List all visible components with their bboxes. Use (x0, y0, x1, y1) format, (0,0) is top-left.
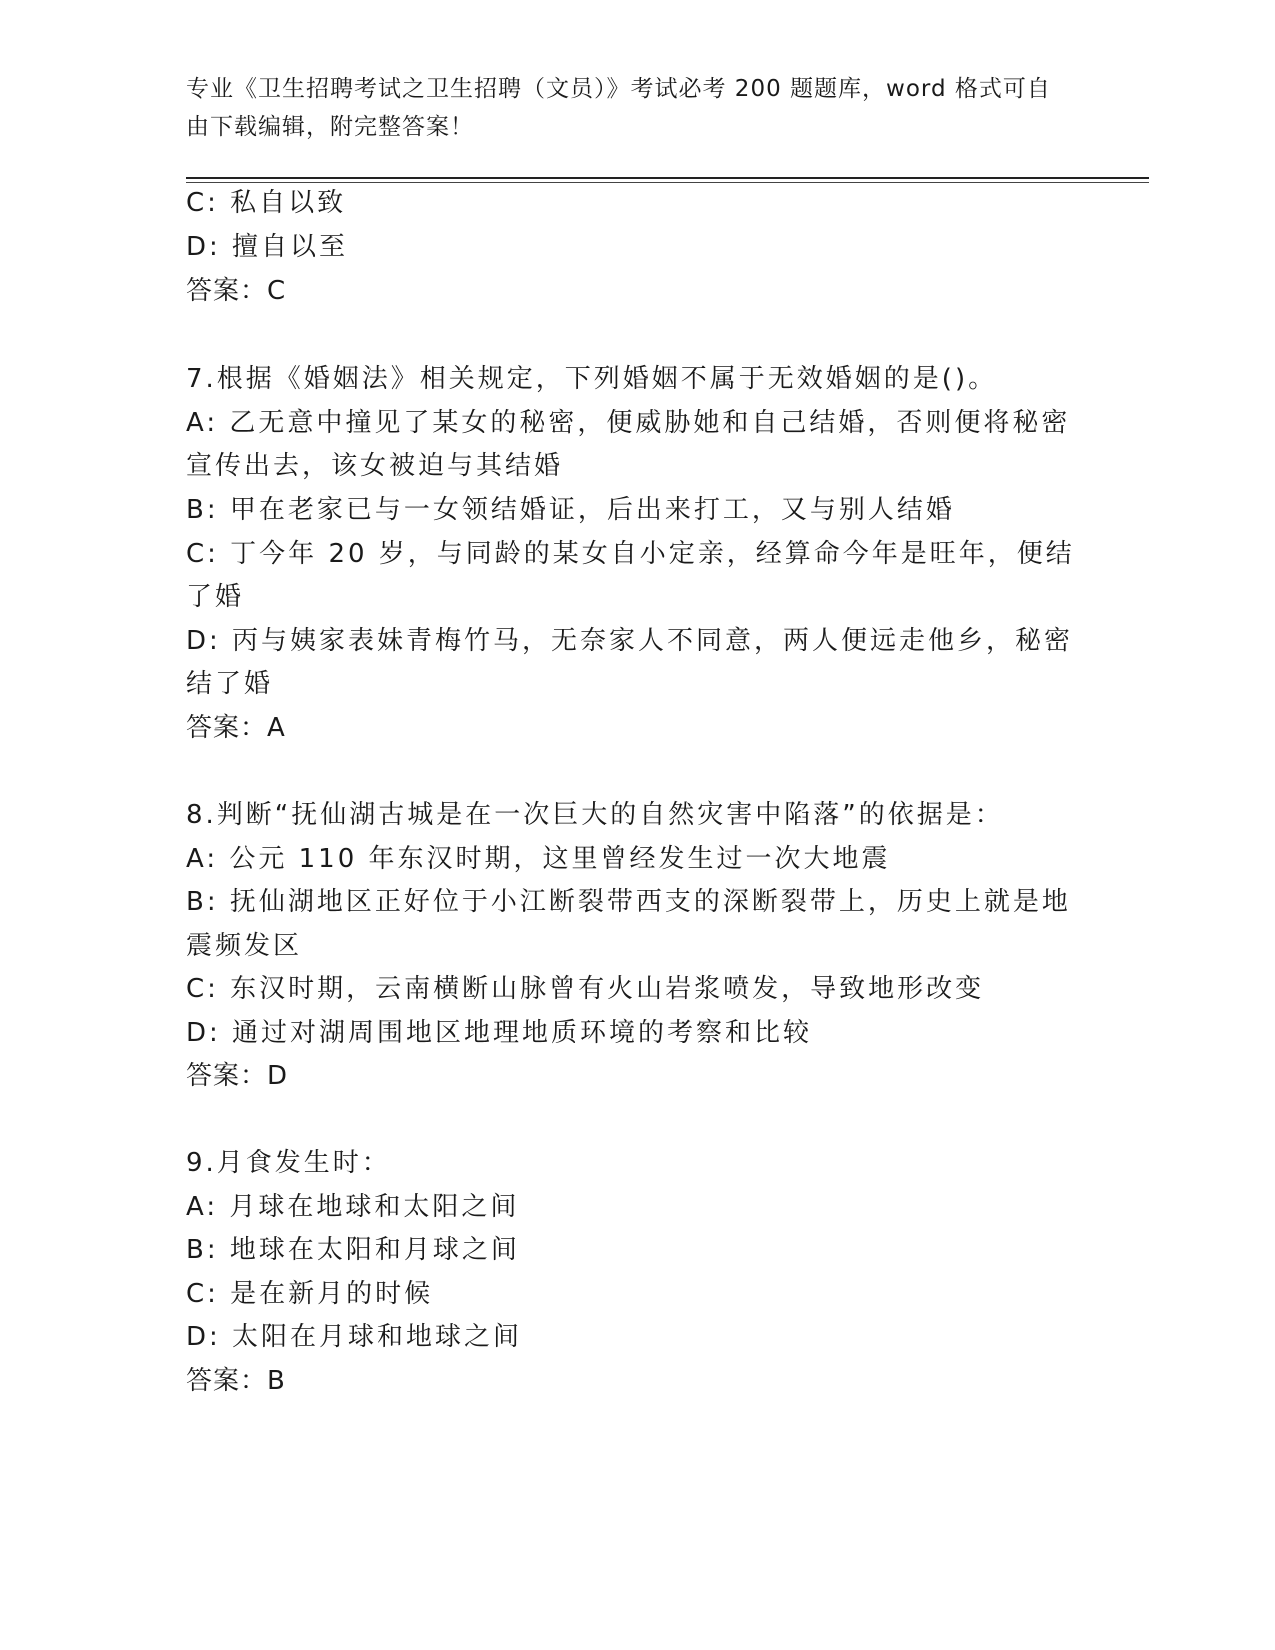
q8-option-a: A: 公元 110 年东汉时期，这里曾经发生过一次大地震 (186, 844, 891, 874)
q8-question: 8.判断“抚仙湖古城是在一次巨大的自然灾害中陷落”的依据是： (186, 800, 1004, 830)
q8-option-b-line2: 震频发区 (186, 931, 303, 961)
prev-option-c: C: 私自以致 (186, 188, 347, 218)
q7-option-b: B: 甲在老家已与一女领结婚证，后出来打工，又与别人结婚 (186, 495, 955, 525)
q7-option-a-line1: A: 乙无意中撞见了某女的秘密，便威胁她和自己结婚，否则便将秘密 (186, 408, 1071, 438)
q8-answer: 答案：D (186, 1061, 289, 1091)
header-line-1: 专业《卫生招聘考试之卫生招聘（文员）》考试必考 200 题题库，word 格式可自 (186, 76, 1051, 102)
document-header (186, 70, 1066, 146)
prev-answer: 答案：C (186, 276, 287, 306)
q8-option-d: D: 通过对湖周围地区地理地质环境的考察和比较 (186, 1018, 813, 1048)
q7-option-c-line1: C: 丁今年 20 岁，与同龄的某女自小定亲，经算命今年是旺年，便结 (186, 539, 1075, 569)
header-divider-thin (186, 182, 1149, 183)
header-line-2: 由下载编辑，附完整答案！ (186, 114, 474, 140)
q9-answer: 答案：B (186, 1366, 286, 1396)
q7-option-c-line2: 了婚 (186, 582, 245, 612)
q7-option-d-line2: 结了婚 (186, 669, 274, 699)
header-divider-thick (186, 177, 1149, 179)
q7-option-d-line1: D: 丙与姨家表妹青梅竹马，无奈家人不同意，两人便远走他乡，秘密 (186, 626, 1074, 656)
q8-option-c: C: 东汉时期，云南横断山脉曾有火山岩浆喷发，导致地形改变 (186, 974, 985, 1004)
q7-option-a-line2: 宣传出去，该女被迫与其结婚 (186, 451, 564, 481)
q7-question: 7.根据《婚姻法》相关规定，下列婚姻不属于无效婚姻的是()。 (186, 364, 998, 394)
q9-question: 9.月食发生时： (186, 1148, 391, 1178)
q9-option-d: D: 太阳在月球和地球之间 (186, 1322, 523, 1352)
q8-option-b-line1: B: 抚仙湖地区正好位于小江断裂带西支的深断裂带上，历史上就是地 (186, 887, 1071, 917)
q9-option-a: A: 月球在地球和太阳之间 (186, 1192, 520, 1222)
q9-option-c: C: 是在新月的时候 (186, 1279, 434, 1309)
q9-option-b: B: 地球在太阳和月球之间 (186, 1235, 520, 1265)
prev-option-d: D: 擅自以至 (186, 232, 349, 262)
q7-answer: 答案：A (186, 713, 286, 743)
